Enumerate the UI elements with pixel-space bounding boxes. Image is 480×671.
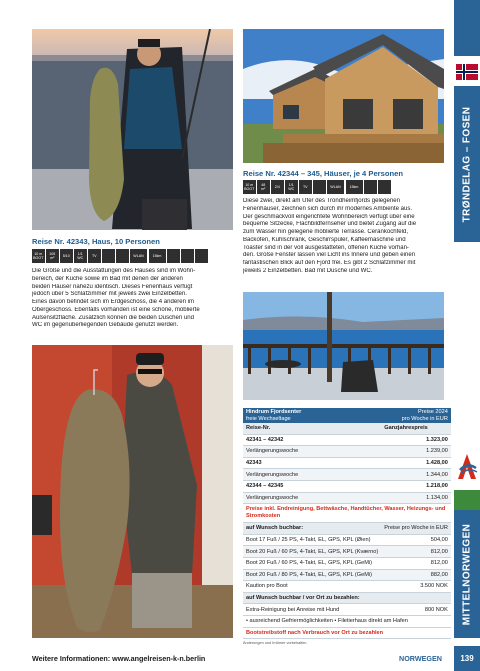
icon-bottom-text: BOOT (244, 187, 255, 191)
table-cell: • ausreichend Gefriermöglichkeiten • Filetierhaus direkt am Hafen (243, 615, 451, 627)
description-line: Diese zwei, direkt am Ufer des Trondheimfjords gelegenen (243, 198, 400, 204)
table-cell: 42343 (243, 457, 381, 469)
table-row (243, 408, 451, 416)
table-cell: 882,00 (381, 569, 451, 581)
size-icon (46, 249, 59, 263)
house2-amenity-icons (243, 180, 391, 194)
table-cell: Extra-Reinigung bei Anreise mit Hund (243, 604, 381, 616)
icon-bottom-text: m² (50, 256, 55, 260)
table-row (243, 416, 451, 424)
description-line: Toaster sind in der voll ausgestatteten, offenen Küche vorhan- (243, 244, 409, 251)
table-row (243, 469, 451, 481)
table-row (243, 523, 451, 535)
table-row (243, 423, 451, 434)
sidebar-green-band (454, 490, 480, 510)
description-line: jeweils 2 Einzelbetten. Bad mit Dusche und WC. (243, 267, 373, 274)
icon-top-text: 105 (49, 251, 56, 256)
photo-angler-with-halibut (32, 345, 233, 638)
bedrooms-icon (271, 180, 284, 194)
icon-top-text: 48 (261, 182, 266, 187)
table-row (243, 557, 451, 569)
table-cell: 3.500 NOK (381, 581, 451, 593)
wlan-icon (130, 249, 147, 263)
photo-cabins (243, 29, 444, 163)
description-line: jedoch über 5 Schlafzimmer mit jeweils zwei Einzelbetten. (32, 291, 187, 298)
page-number: 139 (460, 654, 474, 663)
icon-bottom-text: m² (261, 187, 266, 191)
description-line: Backofen, Kühlschrank, Geschirrspüler, Kaffeemaschine und (243, 236, 406, 243)
extras-title-right: Preise pro Woche in EUR (381, 523, 451, 535)
icon-top-text: 10 m (34, 251, 43, 256)
description-line: Die Größe und die Ausstattungen des Hauses sind im Wohn- (32, 268, 196, 274)
wc-icon (285, 180, 298, 194)
table-row (243, 457, 451, 469)
icon-bottom-text: TV (91, 253, 97, 258)
icon-top-text: 1/1 (288, 182, 294, 187)
table-row (243, 546, 451, 558)
page-number-box (454, 646, 480, 671)
table-cell: 42344 – 42345 (243, 480, 381, 492)
fishing-icon (167, 249, 180, 263)
washer-icon (102, 249, 115, 263)
table-cell: 1.134,00 (381, 492, 451, 504)
price-table (243, 408, 451, 639)
extras-title: auf Wunsch buchbar: (243, 523, 381, 535)
table-row (243, 504, 451, 523)
fishing-icon (364, 180, 377, 194)
icon-top-text: 2/4 (274, 184, 280, 189)
table-row (243, 604, 451, 616)
table-row (243, 492, 451, 504)
dog-icon (195, 249, 208, 263)
table-title: Hindrum Fjordsenter (243, 408, 381, 416)
included-note: Preise inkl. Endreinigung, Bettwäsche, Handtücher, Wasser, Heizungs- und Stromkosten (243, 504, 451, 523)
price-note: Änderungen und Irrtümer vorbehalten. (243, 641, 308, 645)
sidebar-region-top: TRØNDELAG – FOSEN (461, 106, 473, 222)
table-subtitle-right: pro Woche in EUR (381, 416, 451, 424)
local-title: auf Wunsch buchbar / vor Ort zu bezahlen: (243, 592, 451, 604)
table-cell: 42341 – 42342 (243, 434, 381, 446)
accessible-icon (181, 249, 194, 263)
house2-description (243, 198, 444, 276)
washer-icon (313, 180, 326, 194)
table-cell: Verlängerungswoche (243, 492, 381, 504)
house1-amenity-icons (32, 249, 208, 263)
bedrooms-icon (60, 249, 73, 263)
table-cell: Verlängerungswoche (243, 469, 381, 481)
description-line: bereich, der Küche sowie im Bad mit denen der anderen (32, 275, 183, 282)
table-cell: Boot 20 Fuß / 60 PS, 4-Takt, EL, GPS, KPL (Kværno) (243, 546, 381, 558)
description-line: Der geschmackvoll eingerichtete Wohnbereich verfügt über eine (243, 213, 415, 220)
table-cell: Kaution pro Boot (243, 581, 381, 593)
table-row (243, 627, 451, 639)
table-cell: 812,00 (381, 546, 451, 558)
description-line: Obergeschoss. Ebenfalls vorhanden ist eine schöne, möblierte (32, 306, 200, 313)
table-cell: 1.428,00 (381, 457, 451, 469)
table-row (243, 446, 451, 458)
column-header-trip: Reise-Nr. (243, 423, 381, 434)
size-icon (257, 180, 270, 194)
icon-bottom-text: WC (77, 256, 84, 260)
brand-logo-icon (454, 452, 480, 482)
sidebar-region-bottom: MITTELNORWEGEN (461, 523, 473, 625)
distance-icon (346, 180, 363, 194)
house2-heading: Reise Nr. 42344 – 345, Häuser, je 4 Personen (243, 169, 403, 178)
footer-info: Weitere Informationen: www.angelreisen-k-n.berlin (32, 654, 206, 663)
icon-bottom-text: WC (288, 187, 295, 191)
icon-bottom-text: WLAN (330, 184, 341, 189)
icon-top-text: 5/10 (62, 253, 70, 258)
area-icon (32, 249, 45, 263)
table-row (243, 581, 451, 593)
description-line: Ferienhäuser, zeichnen sich durch ihr modernes Ambiente aus. (243, 205, 413, 212)
table-cell: 1.218,00 (381, 480, 451, 492)
icon-bottom-text: WLAN (133, 253, 144, 258)
dog-icon (378, 180, 391, 194)
description-line: WC im gegenüberliegenden Gebäude genutzt werden. (32, 322, 179, 329)
icon-bottom-text: BOOT (33, 256, 44, 260)
column-header-price: Ganzjahrespreis (381, 423, 451, 434)
description-line: den. Große Fenster lassen viel Licht ins Innere und geben einen (243, 252, 416, 259)
distance-icon (149, 249, 166, 263)
icon-top-text: 10 m (245, 182, 254, 187)
photo-terrace-fjord (243, 292, 444, 400)
table-row (243, 434, 451, 446)
footer-section: NORWEGEN (399, 654, 442, 663)
table-row (243, 569, 451, 581)
table-row (243, 534, 451, 546)
table-cell: 1.344,00 (381, 469, 451, 481)
description-line: Außensitzfläche. Zusätzlich können die beiden Duschen und (32, 314, 195, 321)
wlan-icon (327, 180, 344, 194)
table-cell: Boot 20 Fuß / 80 PS, 4-Takt, EL, GPS, KPL (GeMi) (243, 569, 381, 581)
description-line: Eines davon befindet sich im Erdgeschoss, die 4 anderen im (32, 299, 195, 305)
photo-angler-with-fish (32, 29, 233, 230)
description-line: bequeme Sitzecke, Flachbildfernseher und bietet Zugang auf die (243, 221, 417, 228)
description-line: zum Wasser hin gelegene möblierte Terrasse. Cerankochfeld, (243, 229, 409, 235)
icon-bottom-text: TV (302, 184, 308, 189)
wc-icon (74, 249, 87, 263)
table-cell: 504,00 (381, 534, 451, 546)
norway-flag-icon (455, 64, 479, 80)
table-cell: 800 NOK (381, 604, 451, 616)
dishwasher-icon (116, 249, 129, 263)
table-row (243, 615, 451, 627)
sidebar-top-band (454, 0, 480, 56)
icon-bottom-text: 15km (152, 253, 162, 258)
table-cell: 1.239,00 (381, 446, 451, 458)
house1-heading: Reise Nr. 42343, Haus, 10 Personen (32, 237, 160, 246)
table-title-right: Preise 2024 (381, 408, 451, 416)
icon-top-text: 1/1 (77, 251, 83, 256)
area-icon (243, 180, 256, 194)
icon-bottom-text: 15km (349, 184, 359, 189)
table-cell: 812,00 (381, 557, 451, 569)
table-cell: Verlängerungswoche (243, 446, 381, 458)
table-subtitle: freie Wechseltage (243, 416, 381, 424)
description-line: fantastischen Blick auf den Fjord frei. Es gibt 2 Schlafzimmer mit (243, 260, 416, 266)
table-cell: Boot 17 Fuß / 25 PS, 4-Takt, EL, GPS, KPL (Øien) (243, 534, 381, 546)
description-line: beiden Häuser nahezu identisch. Dieses Ferienhaus verfügt (32, 283, 193, 290)
table-cell: 1.323,00 (381, 434, 451, 446)
tv-icon (88, 249, 101, 263)
house1-description (32, 268, 233, 330)
tv-icon (299, 180, 312, 194)
fuel-note: Bootstreibstoff nach Verbrauch vor Ort zu bezahlen (243, 627, 451, 639)
table-row (243, 480, 451, 492)
table-row (243, 592, 451, 604)
table-cell: Boot 20 Fuß / 60 PS, 4-Takt, EL, GPS, KPL (GeMi) (243, 557, 381, 569)
